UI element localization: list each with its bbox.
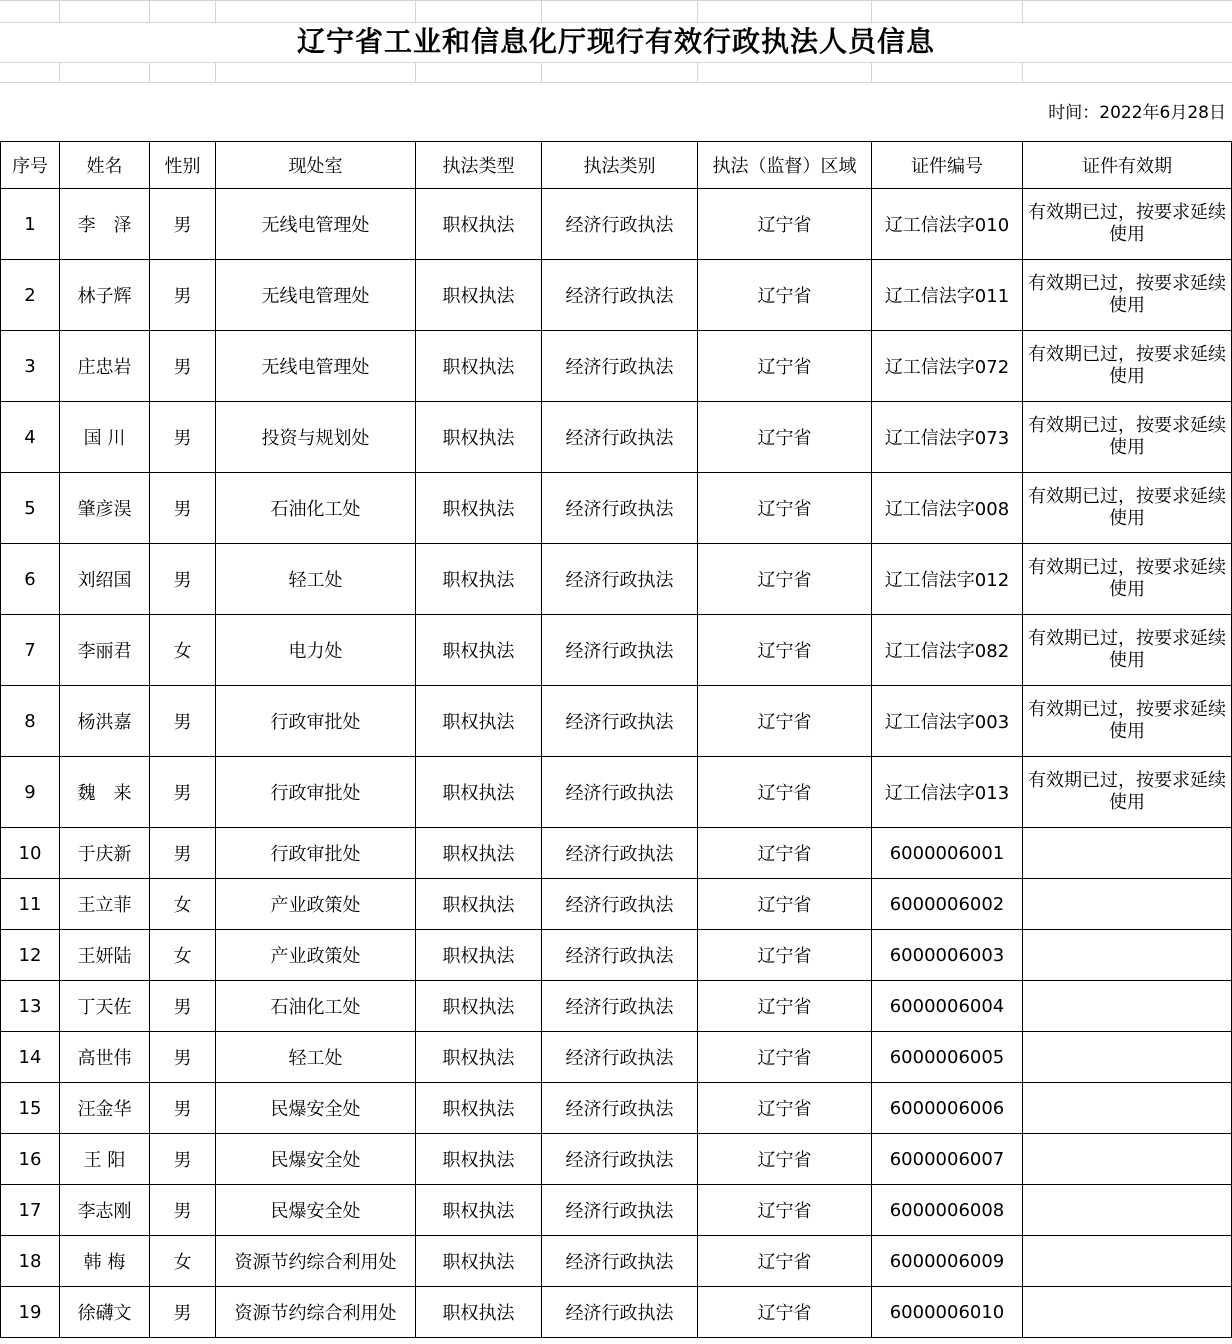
- enforcement-type-cell: 职权执法: [416, 757, 542, 828]
- department-cell: 无线电管理处: [216, 331, 416, 402]
- name-cell: 韩 梅: [60, 1236, 150, 1287]
- row-number: 8: [1, 686, 60, 757]
- validity-cell: [1023, 1236, 1232, 1287]
- enforcement-type-cell: 职权执法: [416, 1083, 542, 1134]
- gender-cell: 男: [150, 189, 216, 260]
- region-cell: 辽宁省: [698, 981, 872, 1032]
- department-cell: 石油化工处: [216, 981, 416, 1032]
- gender-cell: 男: [150, 1134, 216, 1185]
- certificate-number-cell: 6000006004: [872, 981, 1023, 1032]
- certificate-number-cell: 辽工信法字008: [872, 473, 1023, 544]
- enforcement-type-cell: 职权执法: [416, 1236, 542, 1287]
- row-number: 5: [1, 473, 60, 544]
- enforcement-type-cell: 职权执法: [416, 544, 542, 615]
- name-cell: 李 泽: [60, 189, 150, 260]
- gender-cell: 男: [150, 331, 216, 402]
- row-number: 13: [1, 981, 60, 1032]
- region-cell: 辽宁省: [698, 757, 872, 828]
- document-title: 辽宁省工业和信息化厅现行有效行政执法人员信息: [296, 25, 935, 58]
- region-cell: 辽宁省: [698, 1134, 872, 1185]
- department-cell: 行政审批处: [216, 757, 416, 828]
- enforcement-category-cell: 经济行政执法: [542, 1287, 698, 1338]
- enforcement-type-cell: 职权执法: [416, 1287, 542, 1338]
- enforcement-type-cell: 职权执法: [416, 189, 542, 260]
- enforcement-category-cell: 经济行政执法: [542, 686, 698, 757]
- region-cell: 辽宁省: [698, 473, 872, 544]
- region-cell: 辽宁省: [698, 260, 872, 331]
- header-cell: 序号: [1, 142, 60, 189]
- validity-cell: [1023, 828, 1232, 879]
- row-number: 6: [1, 544, 60, 615]
- enforcement-type-cell: 职权执法: [416, 1134, 542, 1185]
- gender-cell: 男: [150, 260, 216, 331]
- validity-cell: 有效期已过，按要求延续使用: [1023, 544, 1232, 615]
- enforcement-category-cell: 经济行政执法: [542, 757, 698, 828]
- region-cell: 辽宁省: [698, 1083, 872, 1134]
- department-cell: 民爆安全处: [216, 1185, 416, 1236]
- gender-cell: 男: [150, 828, 216, 879]
- name-cell: 王立菲: [60, 879, 150, 930]
- gender-cell: 男: [150, 544, 216, 615]
- validity-cell: [1023, 1134, 1232, 1185]
- validity-cell: 有效期已过，按要求延续使用: [1023, 189, 1232, 260]
- enforcement-type-cell: 职权执法: [416, 930, 542, 981]
- region-cell: 辽宁省: [698, 879, 872, 930]
- region-cell: 辽宁省: [698, 930, 872, 981]
- name-cell: 徐礴文: [60, 1287, 150, 1338]
- enforcement-category-cell: 经济行政执法: [542, 828, 698, 879]
- table-row: [1, 828, 1232, 879]
- enforcement-type-cell: 职权执法: [416, 828, 542, 879]
- certificate-number-cell: 6000006007: [872, 1134, 1023, 1185]
- table-row: [1, 615, 1232, 686]
- gender-cell: 女: [150, 1236, 216, 1287]
- table-row: [1, 260, 1232, 331]
- validity-cell: 有效期已过，按要求延续使用: [1023, 473, 1232, 544]
- enforcement-type-cell: 职权执法: [416, 615, 542, 686]
- header-cell: 证件编号: [872, 142, 1023, 189]
- table-row: [1, 1083, 1232, 1134]
- validity-cell: 有效期已过，按要求延续使用: [1023, 757, 1232, 828]
- certificate-number-cell: 辽工信法字011: [872, 260, 1023, 331]
- validity-cell: 有效期已过，按要求延续使用: [1023, 331, 1232, 402]
- department-cell: 电力处: [216, 615, 416, 686]
- row-number: 4: [1, 402, 60, 473]
- validity-cell: 有效期已过，按要求延续使用: [1023, 402, 1232, 473]
- enforcement-type-cell: 职权执法: [416, 686, 542, 757]
- header-cell: 现处室: [216, 142, 416, 189]
- department-cell: 民爆安全处: [216, 1134, 416, 1185]
- certificate-number-cell: 6000006006: [872, 1083, 1023, 1134]
- gender-cell: 男: [150, 686, 216, 757]
- department-cell: 无线电管理处: [216, 189, 416, 260]
- enforcement-type-cell: 职权执法: [416, 331, 542, 402]
- region-cell: 辽宁省: [698, 331, 872, 402]
- enforcement-category-cell: 经济行政执法: [542, 402, 698, 473]
- department-cell: 轻工处: [216, 544, 416, 615]
- row-number: 12: [1, 930, 60, 981]
- header-cell: 执法（监督）区域: [698, 142, 872, 189]
- region-cell: 辽宁省: [698, 544, 872, 615]
- name-cell: 魏 来: [60, 757, 150, 828]
- row-number: 16: [1, 1134, 60, 1185]
- enforcement-category-cell: 经济行政执法: [542, 615, 698, 686]
- gender-cell: 男: [150, 1287, 216, 1338]
- header-cell: 姓名: [60, 142, 150, 189]
- enforcement-type-cell: 职权执法: [416, 1032, 542, 1083]
- enforcement-category-cell: 经济行政执法: [542, 544, 698, 615]
- header-cell: 证件有效期: [1023, 142, 1232, 189]
- enforcement-category-cell: 经济行政执法: [542, 189, 698, 260]
- gender-cell: 男: [150, 1083, 216, 1134]
- date-line: 时间：2022年6月28日: [1048, 103, 1226, 123]
- validity-cell: 有效期已过，按要求延续使用: [1023, 260, 1232, 331]
- name-cell: 李丽君: [60, 615, 150, 686]
- validity-cell: [1023, 981, 1232, 1032]
- certificate-number-cell: 辽工信法字010: [872, 189, 1023, 260]
- region-cell: 辽宁省: [698, 1236, 872, 1287]
- department-cell: 行政审批处: [216, 828, 416, 879]
- gender-cell: 女: [150, 930, 216, 981]
- region-cell: 辽宁省: [698, 1287, 872, 1338]
- row-number: 3: [1, 331, 60, 402]
- enforcement-type-cell: 职权执法: [416, 473, 542, 544]
- enforcement-category-cell: 经济行政执法: [542, 473, 698, 544]
- name-cell: 林子辉: [60, 260, 150, 331]
- name-cell: 李志刚: [60, 1185, 150, 1236]
- department-cell: 石油化工处: [216, 473, 416, 544]
- header-cell: 性别: [150, 142, 216, 189]
- table-row: [1, 1185, 1232, 1236]
- enforcement-type-cell: 职权执法: [416, 260, 542, 331]
- table-row: [1, 544, 1232, 615]
- certificate-number-cell: 辽工信法字072: [872, 331, 1023, 402]
- gender-cell: 女: [150, 615, 216, 686]
- enforcement-category-cell: 经济行政执法: [542, 1134, 698, 1185]
- gender-cell: 男: [150, 757, 216, 828]
- enforcement-category-cell: 经济行政执法: [542, 981, 698, 1032]
- enforcement-type-cell: 职权执法: [416, 402, 542, 473]
- certificate-number-cell: 辽工信法字013: [872, 757, 1023, 828]
- validity-cell: [1023, 1185, 1232, 1236]
- table-row: [1, 1134, 1232, 1185]
- gender-cell: 男: [150, 1185, 216, 1236]
- certificate-number-cell: 辽工信法字082: [872, 615, 1023, 686]
- certificate-number-cell: 辽工信法字073: [872, 402, 1023, 473]
- table-row: [1, 473, 1232, 544]
- header-cell: 执法类型: [416, 142, 542, 189]
- row-number: 17: [1, 1185, 60, 1236]
- enforcement-category-cell: 经济行政执法: [542, 1083, 698, 1134]
- enforcement-category-cell: 经济行政执法: [542, 1185, 698, 1236]
- name-cell: 于庆新: [60, 828, 150, 879]
- validity-cell: [1023, 879, 1232, 930]
- enforcement-category-cell: 经济行政执法: [542, 1032, 698, 1083]
- table-row: [1, 879, 1232, 930]
- certificate-number-cell: 6000006002: [872, 879, 1023, 930]
- validity-cell: [1023, 930, 1232, 981]
- table-header-row: [1, 142, 1232, 189]
- table-row: [1, 331, 1232, 402]
- enforcement-category-cell: 经济行政执法: [542, 930, 698, 981]
- department-cell: 产业政策处: [216, 930, 416, 981]
- department-cell: 无线电管理处: [216, 260, 416, 331]
- gender-cell: 男: [150, 1032, 216, 1083]
- table-row: [1, 686, 1232, 757]
- validity-cell: 有效期已过，按要求延续使用: [1023, 686, 1232, 757]
- name-cell: 王 阳: [60, 1134, 150, 1185]
- name-cell: 肇彦淏: [60, 473, 150, 544]
- certificate-number-cell: 6000006009: [872, 1236, 1023, 1287]
- enforcement-category-cell: 经济行政执法: [542, 1236, 698, 1287]
- row-number: 10: [1, 828, 60, 879]
- certificate-number-cell: 6000006003: [872, 930, 1023, 981]
- region-cell: 辽宁省: [698, 402, 872, 473]
- enforcement-category-cell: 经济行政执法: [542, 260, 698, 331]
- row-number: 7: [1, 615, 60, 686]
- table-row: [1, 189, 1232, 260]
- region-cell: 辽宁省: [698, 615, 872, 686]
- certificate-number-cell: 6000006001: [872, 828, 1023, 879]
- table-row: [1, 757, 1232, 828]
- department-cell: 资源节约综合利用处: [216, 1236, 416, 1287]
- name-cell: 王妍陆: [60, 930, 150, 981]
- region-cell: 辽宁省: [698, 1032, 872, 1083]
- region-cell: 辽宁省: [698, 189, 872, 260]
- certificate-number-cell: 6000006005: [872, 1032, 1023, 1083]
- enforcement-type-cell: 职权执法: [416, 981, 542, 1032]
- row-number: 18: [1, 1236, 60, 1287]
- table-row: [1, 1236, 1232, 1287]
- validity-cell: 有效期已过，按要求延续使用: [1023, 615, 1232, 686]
- certificate-number-cell: 辽工信法字012: [872, 544, 1023, 615]
- row-number: 15: [1, 1083, 60, 1134]
- department-cell: 轻工处: [216, 1032, 416, 1083]
- table-row: [1, 1287, 1232, 1338]
- row-number: 2: [1, 260, 60, 331]
- region-cell: 辽宁省: [698, 1185, 872, 1236]
- department-cell: 行政审批处: [216, 686, 416, 757]
- table-row: [1, 930, 1232, 981]
- gender-cell: 男: [150, 981, 216, 1032]
- certificate-number-cell: 6000006010: [872, 1287, 1023, 1338]
- department-cell: 投资与规划处: [216, 402, 416, 473]
- region-cell: 辽宁省: [698, 828, 872, 879]
- name-cell: 刘绍国: [60, 544, 150, 615]
- enforcement-type-cell: 职权执法: [416, 1185, 542, 1236]
- name-cell: 汪金华: [60, 1083, 150, 1134]
- gender-cell: 女: [150, 879, 216, 930]
- name-cell: 杨洪嘉: [60, 686, 150, 757]
- gender-cell: 男: [150, 473, 216, 544]
- certificate-number-cell: 辽工信法字003: [872, 686, 1023, 757]
- personnel-table: [0, 141, 1232, 1338]
- row-number: 11: [1, 879, 60, 930]
- table-row: [1, 402, 1232, 473]
- region-cell: 辽宁省: [698, 686, 872, 757]
- enforcement-type-cell: 职权执法: [416, 879, 542, 930]
- department-cell: 产业政策处: [216, 879, 416, 930]
- table-body: [1, 189, 1232, 1338]
- enforcement-category-cell: 经济行政执法: [542, 879, 698, 930]
- name-cell: 国 川: [60, 402, 150, 473]
- name-cell: 高世伟: [60, 1032, 150, 1083]
- validity-cell: [1023, 1083, 1232, 1134]
- name-cell: 庄忠岩: [60, 331, 150, 402]
- header-cell: 执法类别: [542, 142, 698, 189]
- name-cell: 丁天佐: [60, 981, 150, 1032]
- enforcement-category-cell: 经济行政执法: [542, 331, 698, 402]
- department-cell: 资源节约综合利用处: [216, 1287, 416, 1338]
- certificate-number-cell: 6000006008: [872, 1185, 1023, 1236]
- department-cell: 民爆安全处: [216, 1083, 416, 1134]
- row-number: 14: [1, 1032, 60, 1083]
- validity-cell: [1023, 1287, 1232, 1338]
- row-number: 1: [1, 189, 60, 260]
- table-row: [1, 981, 1232, 1032]
- row-number: 9: [1, 757, 60, 828]
- row-number: 19: [1, 1287, 60, 1338]
- validity-cell: [1023, 1032, 1232, 1083]
- gender-cell: 男: [150, 402, 216, 473]
- table-row: [1, 1032, 1232, 1083]
